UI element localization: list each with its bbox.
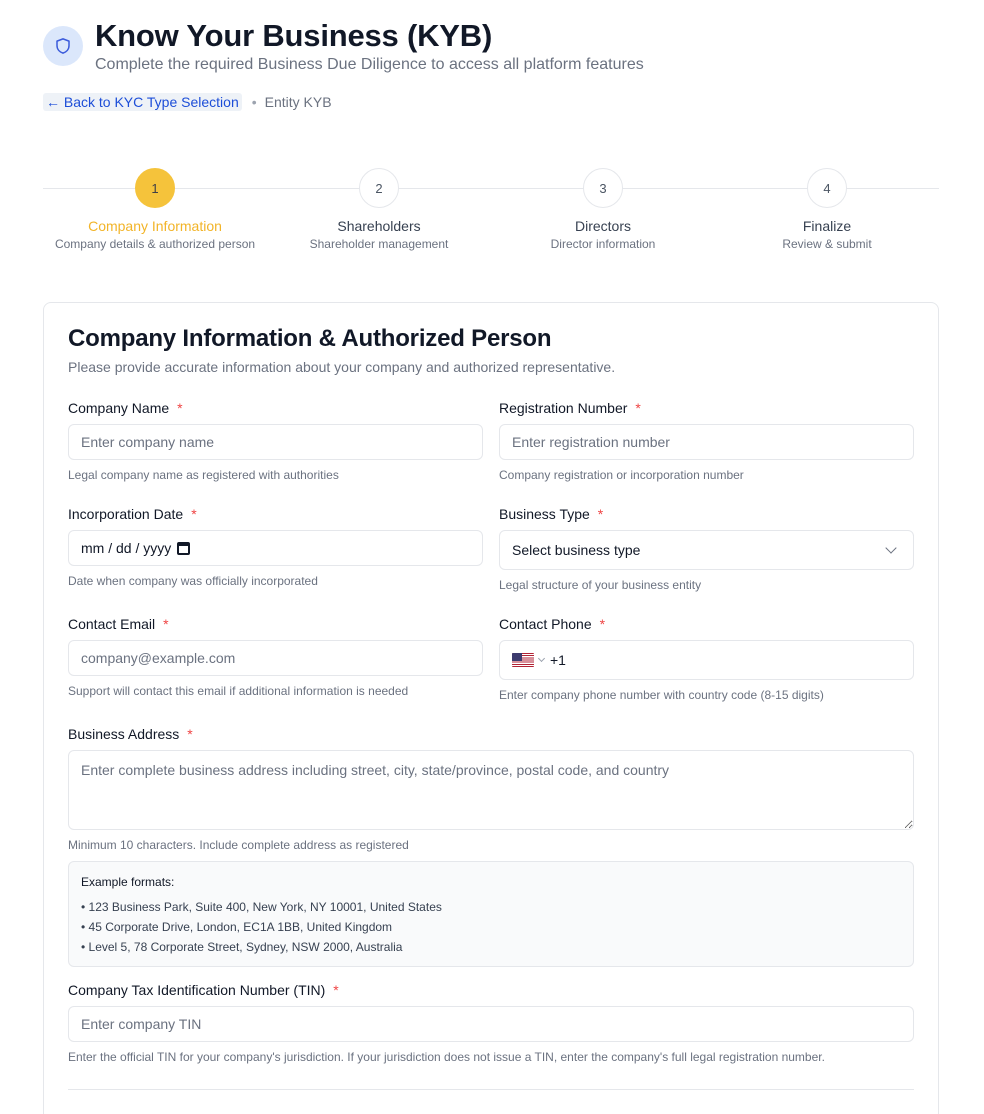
back-to-kyc-type-link[interactable]: ← Back to KYC Type Selection: [43, 93, 242, 111]
required-marker: *: [163, 616, 169, 632]
calendar-icon[interactable]: [177, 542, 190, 555]
incorporation-date-help: Date when company was officially incorporated: [68, 574, 318, 588]
form-subtitle: Please provide accurate information about your company and authorized representative.: [68, 359, 616, 375]
tin-label: Company Tax Identification Number (TIN): [68, 982, 326, 998]
registration-number-field: [499, 400, 914, 480]
required-marker: *: [597, 506, 604, 522]
step-description: Company details & authorized person: [54, 237, 256, 251]
step-finalize[interactable]: [715, 168, 939, 251]
breadcrumb-current: Entity KYB: [264, 94, 332, 110]
example-item: • 45 Corporate Drive, London, EC1A 1BB, United Kingdom: [81, 920, 393, 934]
required-marker: *: [333, 982, 339, 998]
company-name-help: Legal company name as registered with authorities: [68, 468, 339, 482]
page-title: Know Your Business (KYB): [95, 18, 493, 53]
page-subtitle: Complete the required Business Due Diligence to access all platform features: [95, 56, 644, 73]
chevron-down-icon[interactable]: [538, 655, 545, 662]
shield-icon: [43, 26, 83, 66]
step-shareholders[interactable]: [267, 168, 491, 251]
contact-phone-field: [499, 616, 914, 700]
business-type-field: [499, 506, 914, 590]
step-company-information[interactable]: [43, 168, 267, 251]
step-label: Finalize: [802, 218, 852, 234]
us-flag-icon[interactable]: [512, 653, 534, 667]
contact-phone-input[interactable]: [499, 640, 914, 680]
business-type-selected: Select business type: [512, 542, 641, 558]
business-address-field: [68, 726, 914, 856]
contact-phone-label: Contact Phone: [499, 616, 592, 632]
registration-number-help: Company registration or incorporation number: [499, 468, 744, 482]
breadcrumb: [43, 92, 332, 112]
required-marker: *: [635, 400, 641, 416]
company-name-label: Company Name: [68, 400, 170, 416]
step-description: Shareholder management: [309, 237, 449, 251]
contact-email-help: Support will contact this email if additional information is needed: [68, 684, 409, 698]
example-item: • 123 Business Park, Suite 400, New York, NY 10001, United States: [81, 900, 442, 914]
required-marker: *: [599, 616, 606, 632]
step-description: Review & submit: [782, 237, 872, 251]
chevron-down-icon: [885, 542, 896, 553]
form-divider: [68, 1089, 914, 1090]
step-number: 4: [807, 168, 847, 208]
contact-email-label: Contact Email: [68, 616, 156, 632]
example-item: • Level 5, 78 Corporate Street, Sydney, NSW 2000, Australia: [81, 940, 403, 954]
registration-number-label: Registration Number: [499, 400, 628, 416]
company-name-field: [68, 400, 483, 480]
step-label: Shareholders: [337, 218, 421, 234]
progress-stepper: [43, 168, 939, 260]
business-type-help: Legal structure of your business entity: [499, 578, 702, 592]
registration-number-input[interactable]: [499, 424, 914, 460]
form-title: Company Information & Authorized Person: [68, 325, 552, 352]
business-address-label: Business Address: [68, 726, 180, 742]
address-examples-box: [68, 861, 914, 967]
step-label: Company Information: [88, 218, 222, 234]
business-type-label: Business Type: [499, 506, 590, 522]
breadcrumb-separator: •: [251, 94, 257, 110]
country-code: +1: [550, 652, 566, 668]
business-address-textarea[interactable]: [68, 750, 914, 830]
step-number: 1: [135, 168, 175, 208]
contact-email-field: [68, 616, 483, 696]
step-directors[interactable]: [491, 168, 715, 251]
incorporation-date-input[interactable]: [68, 530, 483, 566]
step-number: 3: [583, 168, 623, 208]
contact-phone-help: Enter company phone number with country code (8-15 digits): [499, 688, 824, 702]
business-address-help: Minimum 10 characters. Include complete address as registered: [68, 838, 409, 852]
tin-input[interactable]: [68, 1006, 914, 1042]
required-marker: *: [191, 506, 197, 522]
step-description: Director information: [550, 237, 656, 251]
required-marker: *: [187, 726, 193, 742]
incorporation-date-field: [68, 506, 483, 586]
tin-field: [68, 982, 914, 1062]
company-name-input[interactable]: [68, 424, 483, 460]
company-information-card: [43, 302, 939, 1114]
tin-help: Enter the official TIN for your company's jurisdiction. If your jurisdiction does not issue a TIN, enter the company's full legal registration number.: [68, 1050, 825, 1064]
step-label: Directors: [574, 218, 631, 234]
incorporation-date-label: Incorporation Date: [68, 506, 184, 522]
step-number: 2: [359, 168, 399, 208]
required-marker: *: [177, 400, 183, 416]
date-placeholder: mm / dd / yyyy: [81, 540, 172, 556]
business-type-select[interactable]: [499, 530, 914, 570]
contact-email-input[interactable]: [68, 640, 483, 676]
examples-title: Example formats:: [81, 875, 175, 889]
